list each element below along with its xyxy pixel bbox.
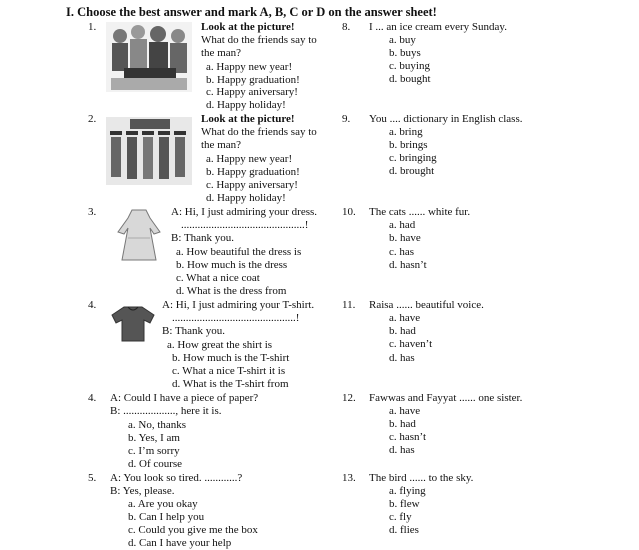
q9-option-b: b. brings: [389, 139, 428, 151]
q1-option-b: b. Happy graduation!: [206, 74, 300, 86]
q4-blank: .............................................!: [172, 312, 300, 324]
q11-option-b: b. had: [389, 325, 416, 337]
q12-option-d: d. has: [389, 444, 415, 456]
q9-option-c: c. bringing: [389, 152, 437, 164]
q12-option-a: a. have: [389, 405, 421, 417]
question-number: 10.: [342, 206, 356, 218]
q13-option-b: b. flew: [389, 498, 420, 510]
q1-option-a: a. Happy new year!: [206, 61, 293, 73]
q9-option-d: d. brought: [389, 165, 435, 177]
q9-option-a: a. bring: [389, 126, 423, 138]
q12-option-c: c. hasn’t: [389, 431, 427, 443]
question-number: 4.: [88, 299, 97, 311]
q4-option-a: a. How great the shirt is: [167, 339, 273, 351]
q13-option-a: a. flying: [389, 485, 426, 497]
q5-option-d: d. Of course: [128, 458, 183, 470]
question-number: 2.: [88, 113, 97, 125]
q5-dialog-a: A: Could I have a piece of paper?: [110, 392, 259, 404]
q2-stem-line2: the man?: [201, 139, 242, 151]
q3-option-b: b. How much is the dress: [176, 259, 288, 271]
q2-stem-line1: What do the friends say to: [201, 126, 317, 138]
q1-option-c: c. Happy aniversary!: [206, 86, 298, 98]
question-number: 13.: [342, 472, 356, 484]
q6-option-a: a. Are you okay: [128, 498, 198, 510]
q3-option-c: c. What a nice coat: [176, 272, 260, 284]
q10-stem: The cats ...... white fur.: [369, 206, 471, 218]
q13-option-d: d. flies: [389, 524, 419, 536]
tshirt-picture: [110, 305, 156, 343]
question-number: 1.: [88, 21, 97, 33]
question-number: 8.: [342, 21, 351, 33]
section-title: I. Choose the best answer and mark A, B, C or D on the answer sheet!: [66, 5, 437, 19]
q2-instruction: Look at the picture!: [201, 113, 295, 125]
q2-option-d: d. Happy holiday!: [206, 192, 286, 204]
q6-option-b: b. Can I help you: [128, 511, 205, 523]
q11-option-c: c. haven’t: [389, 338, 433, 350]
friends-party-picture: [106, 22, 192, 92]
q12-option-b: b. had: [389, 418, 416, 430]
question-number: 3.: [88, 206, 97, 218]
q1-instruction: Look at the picture!: [201, 21, 295, 33]
q3-blank: .............................................!: [181, 219, 309, 231]
q8-option-b: b. buys: [389, 47, 421, 59]
q11-option-d: d. has: [389, 352, 415, 364]
question-number: 5.: [88, 472, 97, 484]
q5-dialog-b: B: ..................., here it is.: [110, 405, 222, 417]
q2-option-a: a. Happy new year!: [206, 153, 293, 165]
graduation-picture: [106, 117, 192, 185]
q3-option-a: a. How beautiful the dress is: [176, 246, 302, 258]
q4-dialog-b: B: Thank you.: [162, 325, 226, 337]
q3-option-d: d. What is the dress from: [176, 285, 287, 297]
question-number: 9.: [342, 113, 351, 125]
q10-option-a: a. had: [389, 219, 416, 231]
question-number: 12.: [342, 392, 356, 404]
q8-stem: I ... an ice cream every Sunday.: [369, 21, 507, 33]
q8-option-d: d. bought: [389, 73, 431, 85]
q1-stem-line2: the man?: [201, 47, 242, 59]
q11-stem: Raisa ...... beautiful voice.: [369, 299, 484, 311]
question-number: 4.: [88, 392, 97, 404]
q6-dialog-b: B: Yes, please.: [110, 485, 175, 497]
q5-option-a: a. No, thanks: [128, 419, 187, 431]
q4-option-b: b. How much is the T-shirt: [172, 352, 290, 364]
q5-option-c: c. I’m sorry: [128, 445, 180, 457]
q12-stem: Fawwas and Fayyat ...... one sister.: [369, 392, 523, 404]
q2-option-c: c. Happy aniversary!: [206, 179, 298, 191]
q3-dialog-a: A: Hi, I just admiring your dress.: [171, 206, 318, 218]
q6-dialog-a: A: You look so tired. ............?: [110, 472, 243, 484]
q1-stem-line1: What do the friends say to: [201, 34, 317, 46]
q9-stem: You .... dictionary in English class.: [369, 113, 523, 125]
q4-option-c: c. What a nice T-shirt it is: [172, 365, 286, 377]
q10-option-b: b. have: [389, 232, 421, 244]
q5-option-b: b. Yes, I am: [128, 432, 180, 444]
q4-option-d: d. What is the T-shirt from: [172, 378, 289, 390]
q2-option-b: b. Happy graduation!: [206, 166, 300, 178]
q8-option-a: a. buy: [389, 34, 416, 46]
q13-option-c: c. fly: [389, 511, 412, 523]
q10-option-d: d. hasn’t: [389, 259, 427, 271]
dress-picture: [114, 208, 164, 264]
q8-option-c: c. buying: [389, 60, 430, 72]
q3-dialog-b: B: Thank you.: [171, 232, 235, 244]
q4-dialog-a: A: Hi, I just admiring your T-shirt.: [162, 299, 315, 311]
q11-option-a: a. have: [389, 312, 421, 324]
question-number: 11.: [342, 299, 356, 311]
q6-option-c: c. Could you give me the box: [128, 524, 258, 536]
q1-option-d: d. Happy holiday!: [206, 99, 286, 111]
q13-stem: The bird ...... to the sky.: [369, 472, 474, 484]
q6-option-d: d. Can I have your help: [128, 537, 232, 549]
q10-option-c: c. has: [389, 246, 415, 258]
